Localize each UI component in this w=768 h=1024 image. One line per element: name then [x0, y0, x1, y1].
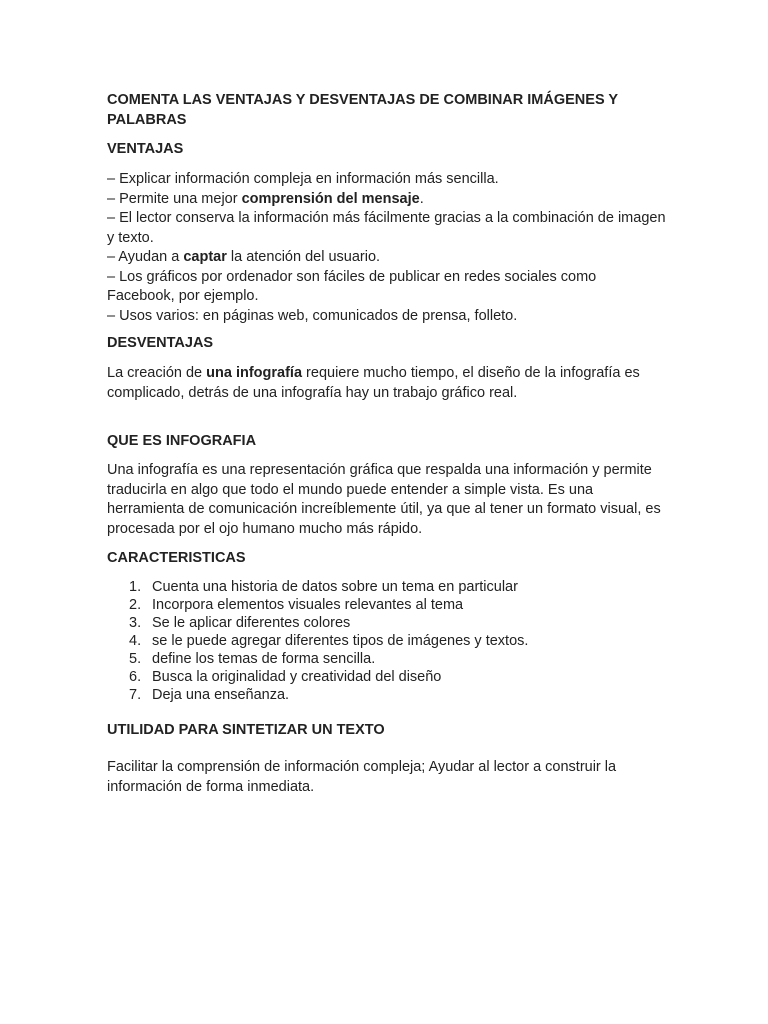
document-title: COMENTA LAS VENTAJAS Y DESVENTAJAS DE COMBINAR IMÁGENES Y PALABRAS — [107, 92, 618, 128]
ventajas-item-text: . — [419, 190, 424, 207]
ventajas-item-text: la atención del usuario. — [226, 249, 381, 265]
caracteristicas-heading: CARACTERISTICAS — [107, 550, 246, 566]
caracteristicas-section — [107, 549, 667, 569]
list-item-number: 4. — [129, 633, 142, 649]
ventajas-section — [107, 140, 667, 160]
que-es-paragraph: Una infografía es una representación gráfica que respalda una información y permite traducirla en algo que todo el mundo puede entender a simple vista. Es una herramienta de comunicación increíblemente útil, ya que al tener un formato visual, es procesada por el ojo humano mucho más rápido. — [107, 462, 661, 537]
ventajas-heading: VENTAJAS — [107, 141, 184, 157]
list-item-text: Cuenta una historia de datos sobre un tema en particular — [152, 579, 518, 595]
ventajas-item: – El lector conserva la información más fácilmente gracias a la combinación de imagen y texto. — [107, 210, 666, 246]
paragraph-text: requiere mucho tiempo, el diseño de la infografía es complicado, detrás de una infografía hay un trabajo gráfico real. — [107, 365, 640, 401]
document-title-block — [107, 91, 667, 130]
list-item — [107, 668, 667, 686]
list-item-number: 6. — [129, 669, 142, 685]
ventajas-item — [107, 190, 667, 210]
paragraph-bold: una infografía — [206, 365, 303, 381]
utilidad-section — [107, 721, 667, 741]
list-item-text: Se le aplicar diferentes colores — [152, 615, 351, 631]
ventajas-item-bold: captar — [183, 249, 227, 265]
desventajas-paragraph-block — [107, 364, 667, 403]
desventajas-paragraph — [107, 364, 667, 403]
list-item — [107, 578, 667, 596]
que-es-heading: QUE ES INFOGRAFIA — [107, 433, 257, 449]
desventajas-heading: DESVENTAJAS — [107, 335, 214, 351]
ventajas-item — [107, 248, 667, 268]
ventajas-list — [107, 170, 667, 326]
list-item-text: Deja una enseñanza. — [152, 687, 290, 703]
list-item — [107, 650, 667, 668]
list-item-text: Incorpora elementos visuales relevantes al tema — [152, 597, 464, 613]
list-item — [107, 686, 667, 704]
list-item-number: 2. — [129, 597, 142, 613]
caracteristicas-list — [107, 578, 667, 704]
list-item — [107, 632, 667, 650]
list-item-number: 5. — [129, 651, 142, 667]
que-es-section — [107, 432, 667, 452]
list-item — [107, 596, 667, 614]
list-item-text: define los temas de forma sencilla. — [152, 651, 376, 667]
list-item-number: 3. — [129, 615, 142, 631]
list-item-text: se le puede agregar diferentes tipos de imágenes y textos. — [152, 633, 529, 649]
list-item-number: 7. — [129, 687, 142, 703]
ventajas-item: – Los gráficos por ordenador son fáciles de publicar en redes sociales como Facebook, por ejemplo. — [107, 268, 597, 304]
list-item-text: Busca la originalidad y creatividad del diseño — [152, 669, 442, 685]
utilidad-heading: UTILIDAD PARA SINTETIZAR UN TEXTO — [107, 722, 385, 738]
que-es-paragraph-block — [107, 461, 667, 539]
ventajas-item: – Explicar información compleja en información más sencilla. — [107, 171, 499, 187]
ventajas-item-text: – Permite una mejor — [107, 190, 242, 207]
list-item — [107, 614, 667, 632]
list-item-number: 1. — [129, 579, 142, 595]
desventajas-section — [107, 334, 667, 354]
caracteristicas-list-block — [107, 578, 667, 704]
paragraph-text: La creación de — [107, 365, 207, 381]
utilidad-paragraph-block — [107, 758, 667, 797]
ventajas-item-text: – Ayudan a — [107, 249, 184, 265]
utilidad-paragraph: Facilitar la comprensión de información compleja; Ayudar al lector a construir la información de forma inmediata. — [107, 759, 617, 795]
ventajas-item: – Usos varios: en páginas web, comunicados de prensa, folleto. — [107, 307, 518, 324]
ventajas-item-bold: comprensión del mensaje — [241, 190, 420, 207]
